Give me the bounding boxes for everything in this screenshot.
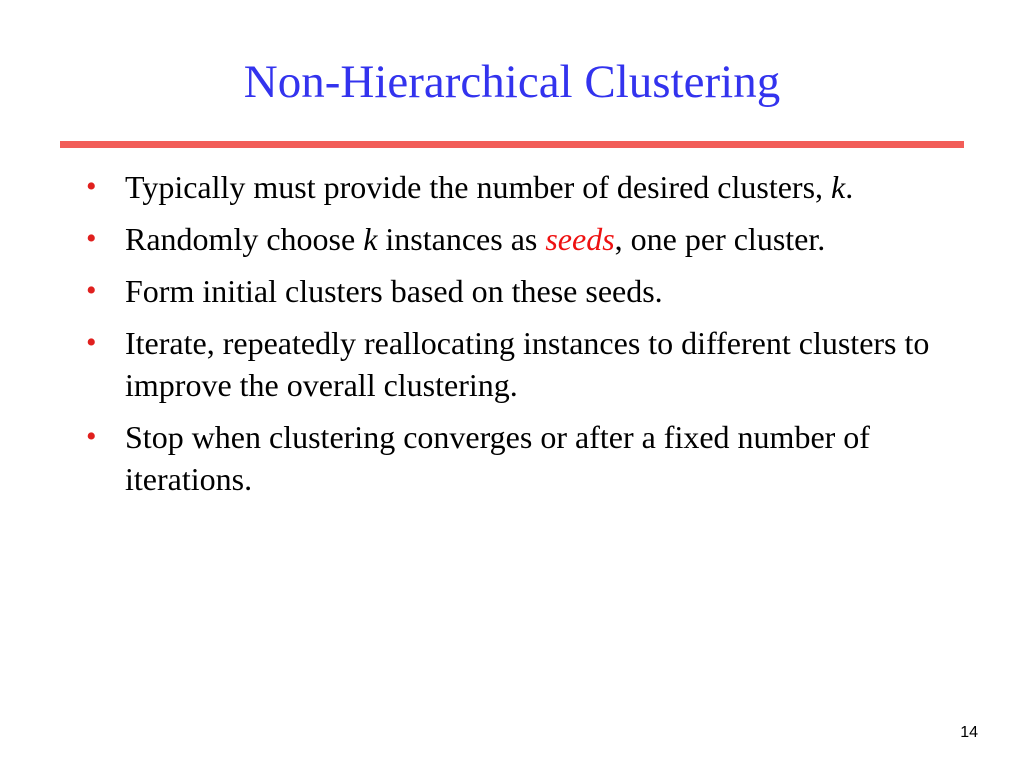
bullet-item-initial-clusters	[0, 270, 1024, 312]
bullet-dot-icon: •	[86, 326, 97, 359]
bullet-italic-k: k	[363, 221, 378, 257]
page-number: 14	[960, 724, 978, 741]
bullet-text: Form initial clusters based on these seeds.	[125, 273, 663, 309]
bullet-text: instances as	[377, 221, 546, 257]
bullet-dot-icon: •	[86, 170, 97, 203]
bullet-list	[0, 166, 1024, 510]
bullet-highlight-seeds: seeds	[545, 221, 615, 257]
bullet-text: Iterate, repeatedly reallocating instances to different clusters to improve the overall clustering.	[125, 325, 930, 403]
bullet-item-random-seeds	[0, 218, 1024, 260]
slide-title: Non-Hierarchical Clustering	[243, 56, 781, 108]
bullet-text: Typically must provide the number of desired clusters,	[125, 169, 832, 205]
bullet-dot-icon: •	[86, 222, 97, 255]
bullet-text: .	[845, 169, 854, 205]
bullet-dot-icon: •	[86, 274, 97, 307]
bullet-item-stop-condition	[0, 416, 1024, 500]
bullet-text: Randomly choose	[125, 221, 364, 257]
bullet-item-iterate	[0, 322, 1024, 406]
bullet-dot-icon: •	[86, 420, 97, 453]
bullet-text: , one per cluster.	[614, 221, 826, 257]
bullet-text: Stop when clustering converges or after a fixed number of iterations.	[125, 419, 870, 497]
bullet-item-number-of-clusters	[0, 166, 1024, 208]
bullet-italic-k: k	[831, 169, 846, 205]
title-divider	[60, 141, 964, 148]
